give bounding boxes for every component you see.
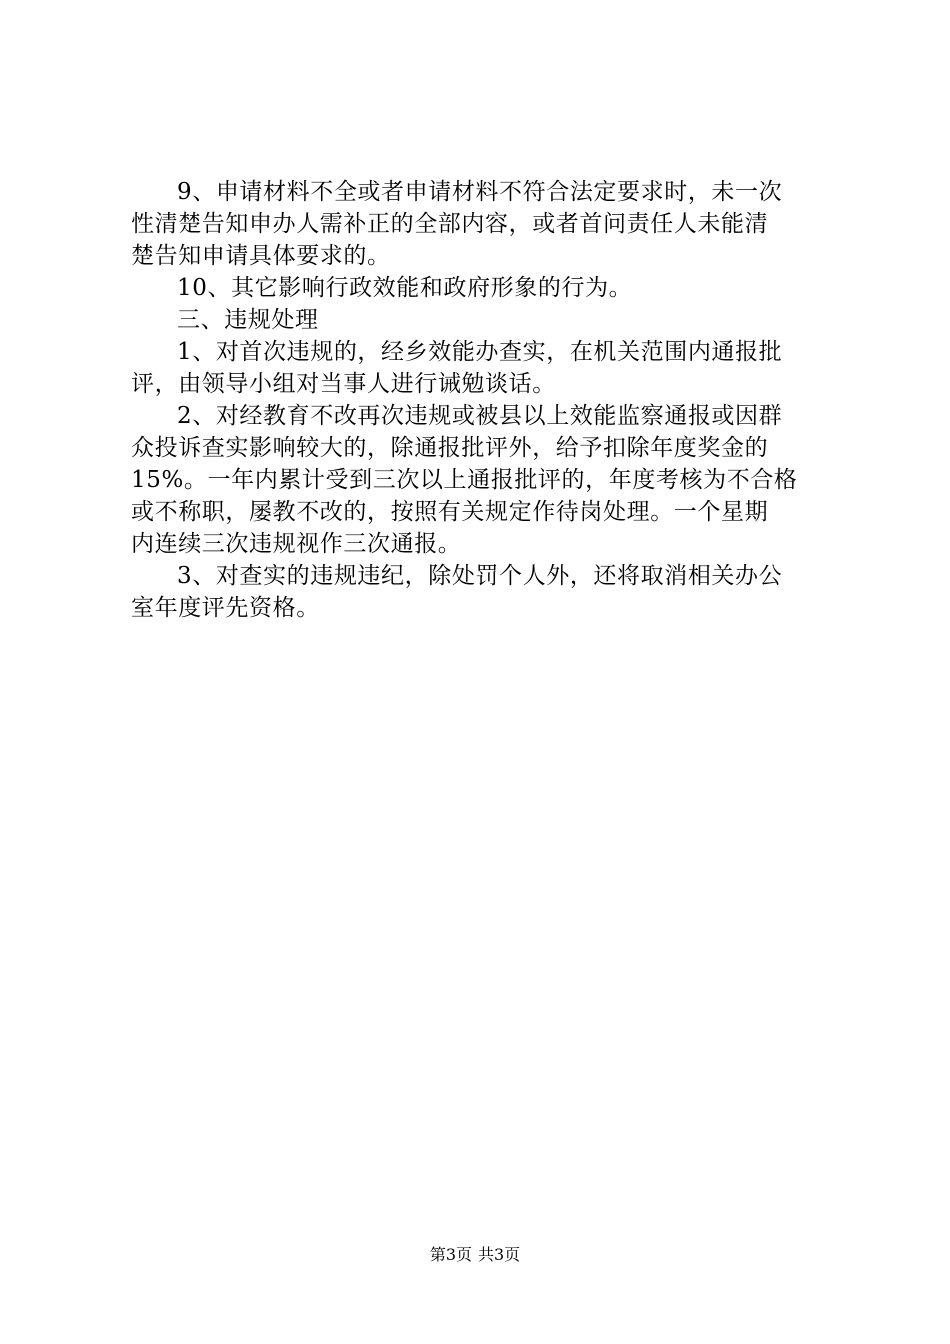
document-body [131,176,825,624]
paragraph-line: 性清楚告知申办人需补正的全部内容，或者首问责任人未能清 [131,211,769,237]
paragraph-line: 10、其它影响行政效能和政府形象的行为。 [177,275,633,301]
paragraph-line: 众投诉查实影响较大的，除通报批评外，给予扣除年度奖金的 [131,435,769,461]
paragraph-line: 评，由领导小组对当事人进行诫勉谈话。 [131,371,556,397]
paragraph-line: 2、对经教育不改再次违规或被县以上效能监察通报或因群 [177,403,783,429]
paragraph-item-10 [131,272,825,304]
page-footer [0,1244,950,1266]
section-heading [131,304,825,336]
paragraph-rule-2 [131,400,825,560]
section-heading-text: 三、违规处理 [177,307,319,333]
paragraph-rule-1 [131,336,825,400]
paragraph-line: 1、对首次违规的，经乡效能办查实，在机关范围内通报批 [177,339,783,365]
paragraph-line: 楚告知申请具体要求的。 [131,243,391,269]
paragraph-line: 9、申请材料不全或者申请材料不符合法定要求时，未一次 [177,179,783,205]
paragraph-line: 或不称职，屡教不改的，按照有关规定作待岗处理。一个星期 [131,499,769,525]
page-number: 第3页 [429,1245,472,1264]
paragraph-line: 内连续三次违规视作三次通报。 [131,531,462,557]
page-total: 共3页 [478,1245,521,1264]
paragraph-line: 室年度评先资格。 [131,595,320,621]
paragraph-line: 15%。一年内累计受到三次以上通报批评的，年度考核为不合格 [131,467,798,493]
paragraph-rule-3 [131,560,825,624]
paragraph-item-9 [131,176,825,272]
paragraph-line: 3、对查实的违规违纪，除处罚个人外，还将取消相关办公 [177,563,783,589]
